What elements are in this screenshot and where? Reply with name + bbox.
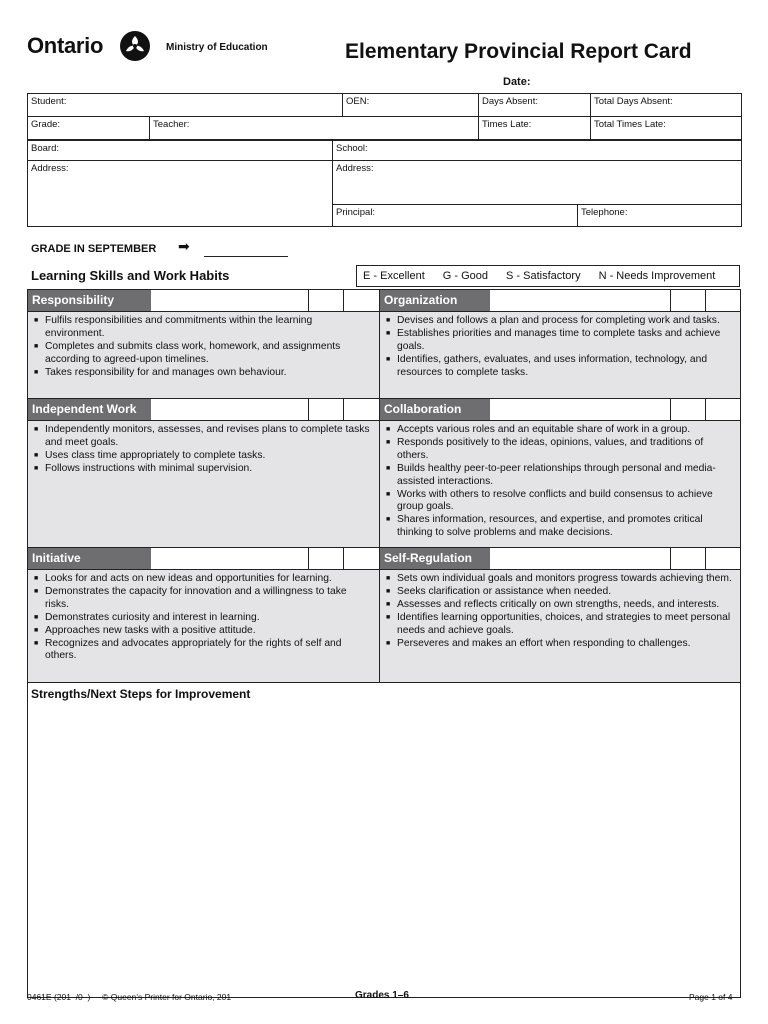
list-item: ■ Looks for and acts on new ideas and opportunities for learning. [34,573,373,586]
list-item: ■ Seeks clarification or assistance when needed. [386,586,734,599]
self-regulation-rating-term1[interactable] [670,548,705,570]
organization-rating-term2[interactable] [705,290,740,312]
responsibility-rating-term1[interactable] [308,290,343,312]
list-item: ■ Builds healthy peer-to-peer relationships through personal and media-assisted interactions. [386,463,734,489]
board-field[interactable]: Board: [28,141,333,161]
responsibility-rating-term2[interactable] [343,290,378,312]
collaboration-list [380,421,740,547]
list-item: ■ Identifies learning opportunities, choices, and strategies to meet personal needs and achieve goals. [386,612,734,638]
days-absent-field[interactable]: Days Absent: [479,94,591,117]
principal-field[interactable]: Principal: [333,205,578,227]
next-steps-textarea[interactable] [30,704,738,994]
grades-label: Grades 1–6 [355,990,409,1001]
independent-work-list [28,421,379,547]
school-info-table [27,140,742,227]
next-steps-title: Strengths/Next Steps for Improvement [31,687,251,701]
list-item: ■ Demonstrates curiosity and interest in learning. [34,612,373,625]
list-item: ■ Responds positively to the ideas, opinions, values, and traditions of others. [386,437,734,463]
ministry-label: Ministry of Education [166,42,268,53]
total-times-late-field[interactable]: Total Times Late: [591,117,742,140]
list-item: ■ Demonstrates the capacity for innovation and a willingness to take risks. [34,586,373,612]
initiative-list [28,570,379,682]
grade-in-september-input[interactable] [204,256,288,257]
self-regulation-list [380,570,740,682]
section-title-independent-work: Independent Work [28,399,151,421]
section-title-self-regulation: Self-Regulation [380,548,490,570]
list-item: ■ Completes and submits class work, homework, and assignments according to agreed-upon timelines. [34,341,373,367]
legend-needs-improvement: N - Needs Improvement [598,270,716,282]
list-item: ■ Devises and follows a plan and process for completing work and tasks. [386,315,734,328]
section-title-collaboration: Collaboration [380,399,490,421]
student-info-table [27,93,742,140]
total-days-absent-field[interactable]: Total Days Absent: [591,94,742,117]
list-item: ■ Independently monitors, assesses, and revises plans to complete tasks and meet goals. [34,424,373,450]
ontario-logo-text: Ontario [27,33,104,58]
page-number: Page 1 of 4 [689,992,733,1002]
list-item: ■ Accepts various roles and an equitable share of work in a group. [386,424,734,437]
section-title-initiative: Initiative [28,548,151,570]
school-field[interactable]: School: [333,141,742,161]
school-address-field[interactable]: Address: [333,161,742,205]
oen-field[interactable]: OEN: [343,94,479,117]
teacher-field[interactable]: Teacher: [150,117,479,140]
times-late-field[interactable]: Times Late: [479,117,591,140]
list-item: ■ Works with others to resolve conflicts and build consensus to achieve group goals. [386,489,734,515]
trillium-logo-icon [119,30,151,62]
list-item: ■ Uses class time appropriately to complete tasks. [34,450,373,463]
self-regulation-rating-term2[interactable] [705,548,740,570]
form-code: 0461E (201 /0 ) © Queen’s Printer for Ontario, 201 [27,992,232,1002]
list-item: ■ Recognizes and advocates appropriately for the rights of self and others. [34,638,373,664]
organization-rating-term1[interactable] [670,290,705,312]
list-item: ■ Shares information, resources, and expertise, and promotes critical thinking to solve problems and make decisions. [386,514,734,540]
grade-field[interactable]: Grade: [28,117,150,140]
independent-work-rating-term2[interactable] [343,399,378,421]
student-address-field[interactable]: Address: [28,161,333,227]
initiative-rating-term1[interactable] [308,548,343,570]
legend-good: G - Good [442,270,488,282]
section-title-organization: Organization [380,290,490,312]
collaboration-rating-term1[interactable] [670,399,705,421]
organization-list [380,312,740,398]
list-item: ■ Approaches new tasks with a positive attitude. [34,625,373,638]
list-item: ■ Perseveres and makes an effort when responding to challenges. [386,638,734,651]
grade-in-september-label: GRADE IN SEPTEMBER [31,243,157,255]
list-item: ■ Assesses and reflects critically on own strengths, needs, and interests. [386,599,734,612]
date-label: Date: [503,76,531,88]
list-item: ■ Follows instructions with minimal supervision. [34,463,373,476]
list-item: ■ Takes responsibility for and manages own behaviour. [34,367,373,380]
independent-work-rating-term1[interactable] [308,399,343,421]
initiative-rating-term2[interactable] [343,548,378,570]
list-item: ■ Fulfils responsibilities and commitments within the learning environment. [34,315,373,341]
learning-skills-title: Learning Skills and Work Habits [31,268,230,283]
responsibility-list [28,312,379,398]
telephone-field[interactable]: Telephone: [578,205,742,227]
list-item: ■ Establishes priorities and manages time to complete tasks and achieve goals. [386,328,734,354]
section-title-responsibility: Responsibility [28,290,151,312]
student-field[interactable]: Student: [28,94,343,117]
legend-excellent: E - Excellent [363,270,425,282]
collaboration-rating-term2[interactable] [705,399,740,421]
rating-legend [356,265,740,287]
arrow-right-icon: ➡ [178,238,190,254]
list-item: ■ Identifies, gathers, evaluates, and uses information, technology, and resources to complete tasks. [386,354,734,380]
page-title: Elementary Provincial Report Card [345,40,692,63]
list-item: ■ Sets own individual goals and monitors progress towards achieving them. [386,573,734,586]
legend-satisfactory: S - Satisfactory [506,270,581,282]
